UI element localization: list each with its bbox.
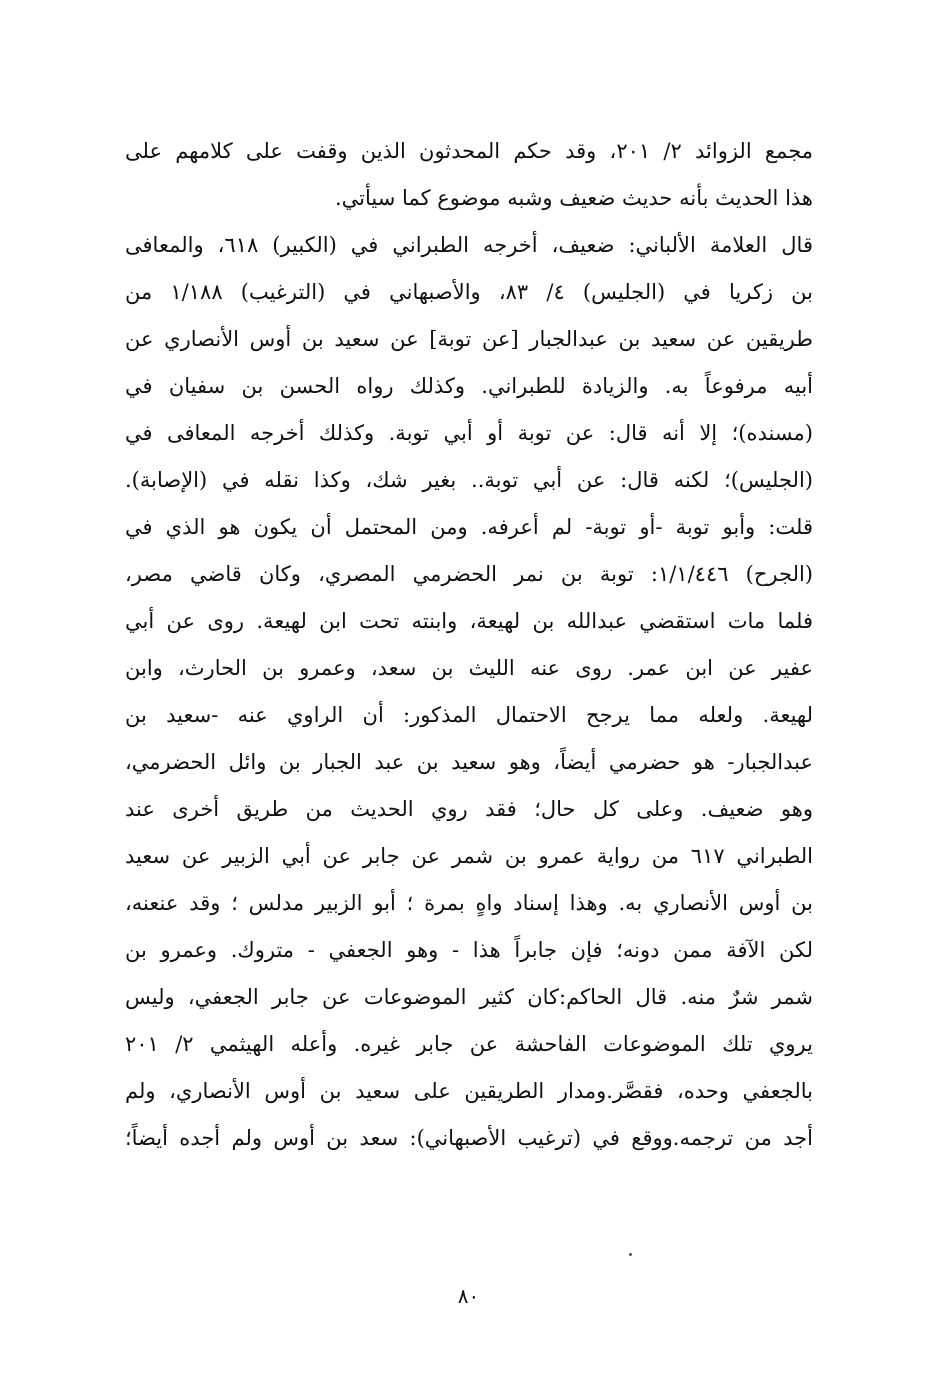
text-line: شمر شرٌ منه. قال الحاكم:كان كثير الموضوعات عن جابر الجعفي، وليس [125, 985, 813, 1009]
text-line: مجمع الزوائد ٢/ ٢٠١، وقد حكم المحدثون الذين وقفت على كلامهم على [125, 139, 813, 163]
body-text [125, 128, 813, 1162]
text-line: أجد من ترجمه.ووقع في (ترغيب الأصبهاني): سعد بن أوس ولم أجده أيضاً؛ [125, 1126, 813, 1150]
text-line: طريقين عن سعيد بن عبدالجبار [عن توبة] عن سعيد بن أوس الأنصاري عن [125, 327, 813, 351]
text-line: أبيه مرفوعاً به. والزيادة للطبراني. وكذلك رواه الحسن بن سفيان في [125, 374, 813, 398]
text-line: بالجعفي وحده، فقصَّر.ومدار الطريقين على سعيد بن أوس الأنصاري، ولم [125, 1079, 813, 1103]
text-line: (الجرح) ١/١/٤٤٦: توبة بن نمر الحضرمي المصري، وكان قاضي مصر، [125, 562, 813, 586]
text-line: يروي تلك الموضوعات الفاحشة عن جابر غيره. وأعله الهيثمي ٢/ ٢٠١ [125, 1032, 813, 1056]
text-line: بن زكريا في (الجليس) ٤/ ٨٣، والأصبهاني في (الترغيب) ١/١٨٨ من [125, 280, 813, 304]
page-number: ٨٠ [457, 1284, 480, 1308]
text-line: لهيعة. ولعله مما يرجح الاحتمال المذكور: أن الراوي عنه -سعيد بن [125, 703, 813, 727]
text-line: قال العلامة الألباني: ضعيف، أخرجه الطبراني في (الكبير) ٦١٨، والمعافى [125, 233, 813, 257]
text-line: (مسنده)؛ إلا أنه قال: عن توبة أو أبي توبة. وكذلك أخرجه المعافى في [125, 421, 813, 445]
text-line: بن أوس الأنصاري به. وهذا إسناد واهٍ بمرة ؛ أبو الزبير مدلس ؛ وقد عنعنه، [125, 891, 813, 915]
text-line: لكن الآفة ممن دونه؛ فإن جابراً هذا - وهو الجعفي - متروك. وعمرو بن [125, 938, 813, 962]
text-line: عفير عن ابن عمر. روى عنه الليث بن سعد، وعمرو بن الحارث، وابن [125, 656, 813, 680]
scan-speck [629, 1253, 632, 1256]
text-line: فلما مات استقضي عبدالله بن لهيعة، وابنته تحت ابن لهيعة. روى عن أبي [125, 609, 813, 633]
text-line: عبدالجبار- هو حضرمي أيضاً، وهو سعيد بن عبد الجبار بن وائل الحضرمي، [125, 750, 813, 774]
text-line: قلت: وأبو توبة -أو توبة- لم أعرفه. ومن المحتمل أن يكون هو الذي في [125, 515, 813, 539]
text-line: (الجليس)؛ لكنه قال: عن أبي توبة.. بغير شك، وكذا نقله في (الإصابة). [125, 468, 813, 492]
text-line: وهو ضعيف. وعلى كل حال؛ فقد روي الحديث من طريق أخرى عند [125, 797, 813, 821]
text-line: هذا الحديث بأنه حديث ضعيف وشبه موضوع كما سيأتي. [335, 186, 813, 210]
text-line: الطبراني ٦١٧ من رواية عمرو بن شمر عن جابر عن أبي الزبير عن سعيد [125, 844, 813, 868]
